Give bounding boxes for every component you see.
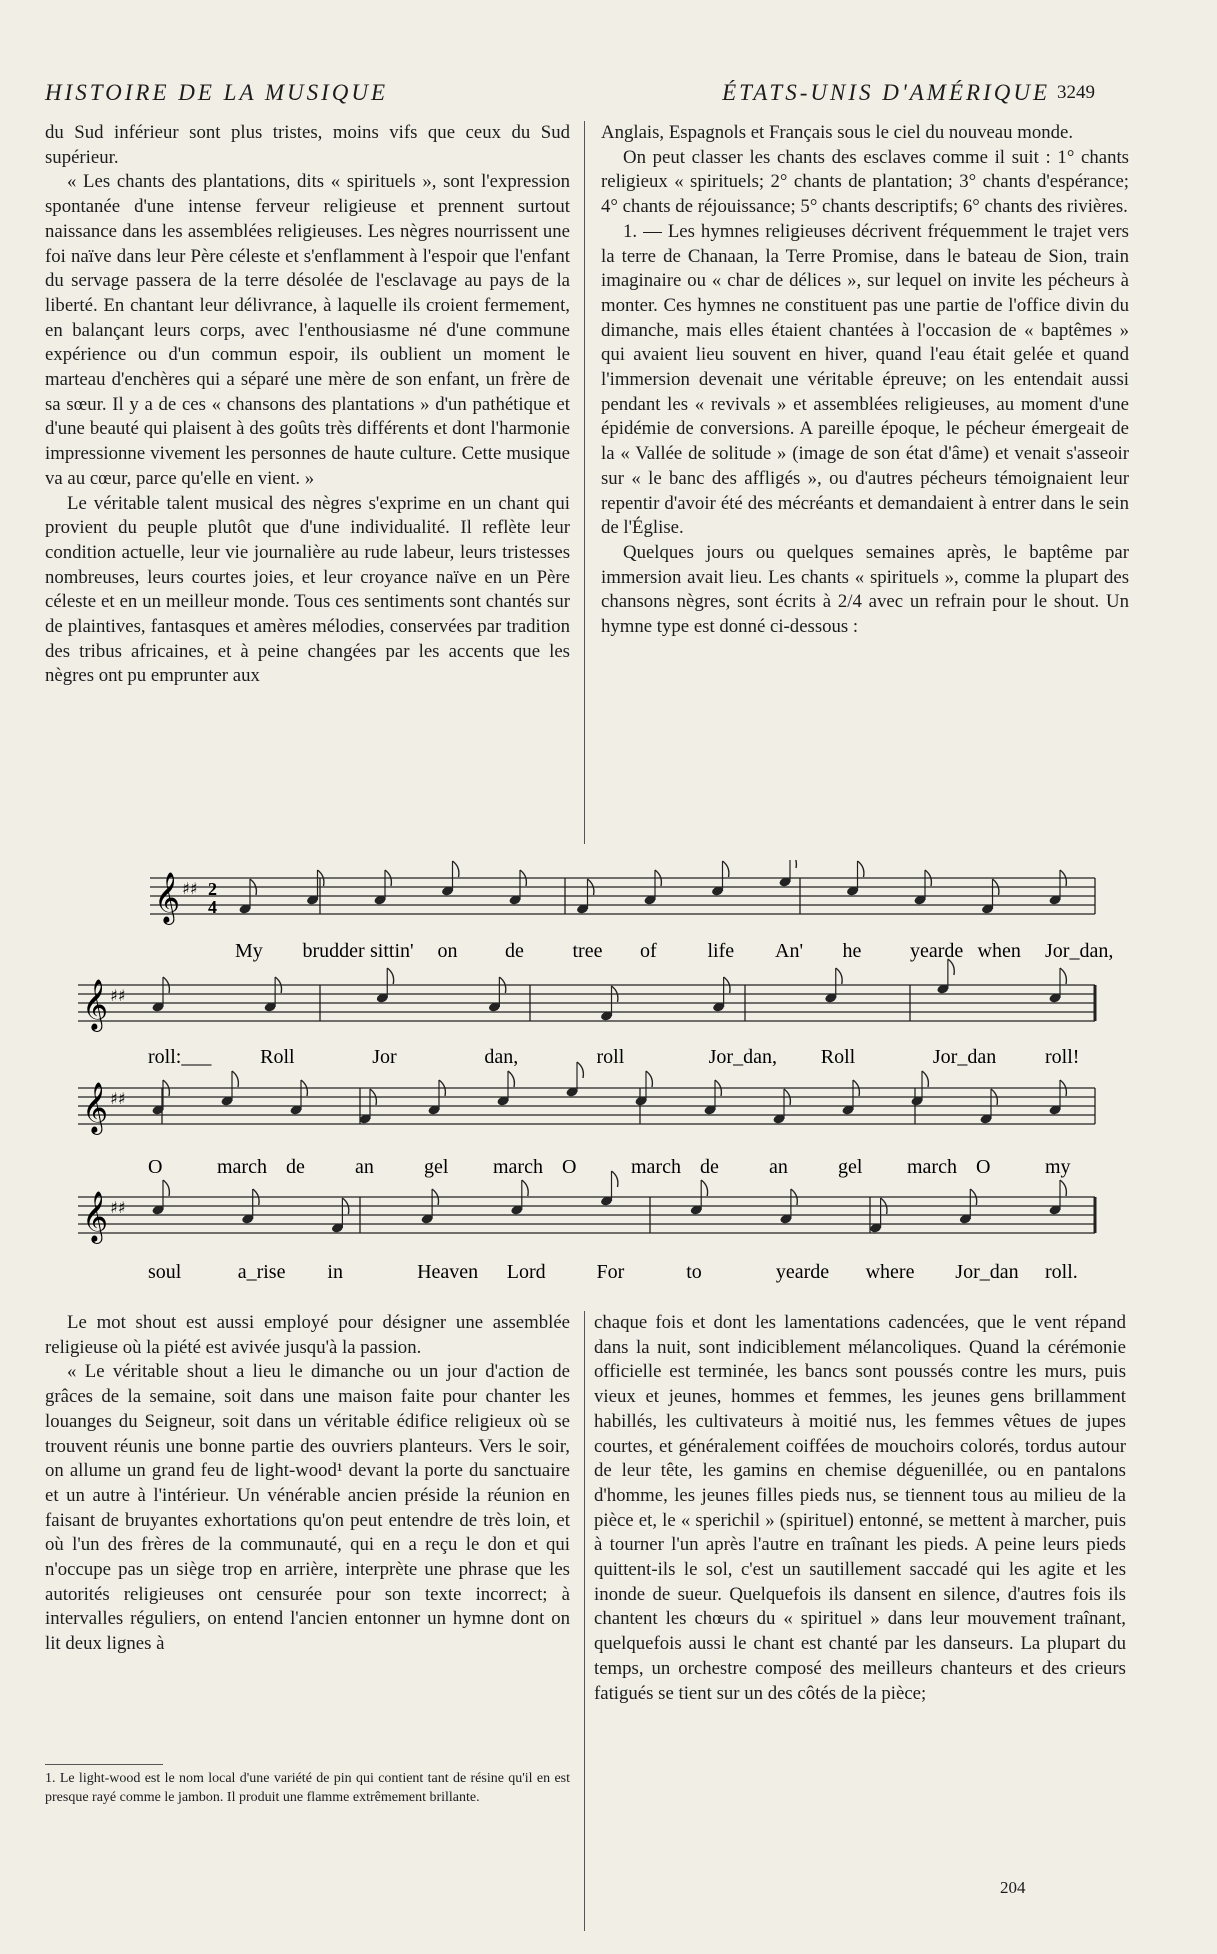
time-signature-top: 2 [208,879,217,899]
lyric-syllable: march [217,1156,267,1178]
column-1 [45,121,570,689]
lyric-syllable: Roll [820,1046,856,1068]
music-score [0,860,1217,1300]
paragraph: chaque fois et dont les lamentations cadencées, que le vent répand dans la nuit, sont indiciblement mélancoliques. Quand la cérémonie officielle est terminée, les bancs sont poussés contre les murs, puis vieux et jeunes, hommes et femmes, les jeunes gens brillamment habillés, les cultivateurs à moitié nus, les femmes vêtues de jupes courtes, et généralement coiffées de mouchoirs colorés, tordus autour de leur tête, les gamins en chemise déguenillée, ou en pantalons d'homme, les jeunes filles pieds nus, se tiennent tous au milieu de la pièce et, le « sperichil » (spirituel) entonné, se mettent à marcher, puis à tourner l'un après l'autre en traînant les pieds. A peine leurs pieds quittent-ils le sol, c'est un sautillement saccadé qui les agite et les inonde de sueur. Quelquefois ils dansent en silence, d'autres fois ils chantent les chœurs du « spirituel » dans leur mouvement traînant, quelquefois aussi le chant est chanté par les danseurs. La plupart du temps, un orchestre composé des meilleurs chanteurs et des crieurs fatigués se tient sur un des côtés de la pièce; [594,1312,1126,1704]
note-flag [387,968,393,984]
paragraph: 1. — Les hymnes religieuses décrivent fréquemment le trajet vers la terre de Chanaan, la Terre Promise, dans le bateau de Sion, train imaginaire ou « char de délices », sur lequel on invite les pécheurs à monter. Ces hymnes ne constituent pas une partie de l'office divin du dimanche, mais elles étaient chantées à l'occasion de « baptêmes » qui avaient lieu souvent en hiver, quand l'eau était gelée et quand l'immersion devenait une véritable épreuve; on les entendait aussi pendant les « revivals » et assemblées religieuses, au moment d'une épidémie de conversions. A pareille époque, le pécheur émergeait de la « Vallée de solitude » (image de son état d'âme) et venait s'asseoir sur « le banc des affligés », ou d'autres pécheurs témoignaient leur repentir d'avoir été des mécréants et demandaient à entrer dans le sein de l'Église. [601,220,1129,539]
lyric-syllable: yearde [775,1261,830,1283]
lyric-syllable: in [327,1261,343,1283]
note-flag [577,1062,583,1078]
lyric-syllable: march [631,1156,681,1178]
column-rule-bottom [584,1311,585,1931]
lyric-syllable: de [505,940,524,962]
lyric-syllable: Jor_dan [932,1046,997,1068]
signature-mark: 204 [1000,1878,1026,1897]
column-3 [45,1311,570,1657]
note-flag [646,1071,652,1087]
note-flag [508,1071,514,1087]
footnote: 1. Le light-wood est le nom local d'une variété de pin qui contient tant de résine qu'il en est presque rayé comme le jambon. Il produit une flamme extrêmement brillante. [45,1771,570,1805]
lyric-syllable: Heaven [417,1261,479,1283]
treble-clef-icon: 𝄞 [82,979,109,1030]
paragraph: Quelques jours ou quelques semaines après, le baptême par immersion avait lieu. Les chants « spirituels », comme la plupart des chansons nègres, sont écrits à 2/4 avec un refrain pour le shout. Un hymne type est donné ci-dessous : [601,541,1129,638]
treble-clef-icon: 𝄞 [82,1191,109,1242]
lyric-syllable: roll. [1045,1261,1078,1283]
lyric-syllable: roll:___ [148,1046,212,1068]
page-number: 3249 [1057,82,1095,103]
paragraph: Le véritable talent musical des nègres s'exprime en un chant qui provient du peuple plutôt que d'une individualité. Il reflète leur condition actuelle, leur vie journalière au rude labeur, leurs tristesses nombreuses, leurs courtes joies, et leur croyance naïve en un Père céleste et en un meilleur monde. Tous ces sentiments sont chantés sur de plaintives, fantasques et amères mélodies, conservées par tradition des tribus africaines, et à peine changées par les accents que les nègres ont pu emprunter aux [45,492,570,687]
lyric-syllable: march [493,1156,543,1178]
column-4 [594,1311,1126,1706]
paragraph: « Le véritable shout a lieu le dimanche ou un jour d'action de grâces de la semaine, soit dans une maison faite pour chanter les louanges du Seigneur, soit dans un véritable édifice religieux où se trouvent réunis une bonne partie des ouvriers planteurs. Vers le soir, on allume un grand feu de light-wood¹ devant la porte du sanctuaire et un autre à l'intérieur. Un vénérable ancien préside la réunion en faisant de bruyantes exhortations qu'on peut entendre de très loin, et où l'un des frères de la communauté, qui en a reçu le don et qui n'occupe pas un siège trop en arrière, interprète une phrase que les autorités religieuses ont censurée pour son texte incorrect; à intervalles réguliers, on entend l'ancien entonner un hymne dont on lit deux lignes à [45,1361,570,1655]
lyric-syllable: of [640,940,657,962]
key-signature-sharps: ♯♯ [110,1198,126,1217]
lyric-syllable: soul [148,1261,182,1283]
note-flag [453,861,459,877]
note-flag [790,860,796,868]
note-flag [1060,1180,1066,1196]
note-flag [522,1180,528,1196]
lyric-syllable: my [1045,1156,1071,1178]
lyric-syllable: yearde [910,940,964,962]
key-signature-sharps: ♯♯ [110,986,126,1005]
note-flag [858,861,864,877]
lyric-syllable: An' [775,940,804,962]
lyric-syllable: Jor_dan, [708,1046,777,1068]
column-rule-top [584,121,585,844]
lyric-syllable: Jor [372,1046,397,1068]
lyric-syllable: For [596,1261,625,1283]
note-flag [232,1071,238,1087]
lyric-syllable: a_rise [237,1261,286,1283]
note-flag [836,968,842,984]
column-2 [601,121,1129,640]
note-flag [163,1180,169,1196]
lyric-syllable: to [686,1261,702,1283]
lyric-syllable: he [842,940,862,962]
lyric-syllable: O [976,1156,991,1178]
lyric-syllable: brudder [302,940,365,962]
running-header [45,80,1095,110]
paragraph: « Les chants des plantations, dits « spirituels », sont l'expression spontanée d'une intense ferveur religieuse et prennent surtout naissance dans les assemblées religieuses. Les nègres nourrissent une foi naïve dans leur Père céleste et s'enflamment à l'espoir que l'enfant du servage passera de la terre désolée de l'esclavage au pays de la liberté. En chantant leur délivrance, à laquelle ils croient fermement, en balançant leurs corps, avec l'enthousiasme né d'une commune expérience ou d'un commun espoir, ils oublient un moment le marteau d'enchères qui a séparé une mère de son enfant, un frère de sa sœur. Il y a de ces « chansons des plantations » d'un pathétique et d'une beauté qui plaisent à des goûts très différents et dont l'harmonie impressionne vivement les personnes de haute culture. Cette musique va au cœur, parce qu'elle en vient. » [45,171,570,489]
lyric-syllable: gel [838,1156,863,1178]
paragraph: Anglais, Espagnols et Français sous le ciel du nouveau monde. [601,122,1074,143]
lyric-syllable: an [769,1156,788,1178]
paragraph: Le mot shout est aussi employé pour désigner une assemblée religieuse où la piété est avivée jusqu'à la passion. [45,1312,570,1358]
note-flag [612,1171,618,1187]
key-signature-sharps: ♯♯ [110,1089,126,1108]
lyric-syllable: O [148,1156,163,1178]
note-flag [723,861,729,877]
lyric-syllable: de [286,1156,305,1178]
lyric-syllable: gel [424,1156,449,1178]
note-flag [701,1180,707,1196]
lyric-syllable: march [907,1156,957,1178]
lyric-syllable: when [977,940,1021,962]
time-signature-bottom: 4 [208,897,217,917]
lyric-syllable: Lord [506,1261,546,1283]
header-right: ÉTATS-UNIS D'AMÉRIQUE [722,80,1050,105]
note-flag [922,1071,928,1087]
lyric-syllable: My [235,940,263,962]
lyric-syllable: de [700,1156,719,1178]
key-signature-sharps: ♯♯ [182,879,198,898]
lyric-syllable: dan, [484,1046,519,1068]
treble-clef-icon: 𝄞 [82,1082,109,1133]
lyric-syllable: an [355,1156,374,1178]
paragraph: On peut classer les chants des esclaves comme il suit : 1° chants religieux « spirituels; 2° chants de plantation; 3° chants d'espérance; 4° chants de réjouissance; 5° chants descriptifs; 6° chants des rivières. [601,146,1129,218]
lyric-syllable: O [562,1156,577,1178]
lyric-syllable: Jor_dan, [1045,940,1114,962]
lyric-syllable: Jor_dan [955,1261,1019,1283]
lyric-syllable: Roll [260,1046,295,1068]
footnote-rule [45,1764,163,1765]
treble-clef-icon: 𝄞 [154,872,181,923]
lyric-syllable: life [707,940,735,962]
header-left: HISTOIRE DE LA MUSIQUE [45,80,389,105]
lyric-syllable: on [437,940,458,962]
lyric-syllable: tree [572,940,603,962]
lyric-syllable: where [865,1261,915,1283]
lyric-syllable: roll! [1045,1046,1080,1068]
note-flag [1060,968,1066,984]
lyric-syllable: sittin' [370,940,414,962]
paragraph: du Sud inférieur sont plus tristes, moins vifs que ceux du Sud supérieur. [45,122,570,168]
lyric-syllable: roll [596,1046,625,1068]
